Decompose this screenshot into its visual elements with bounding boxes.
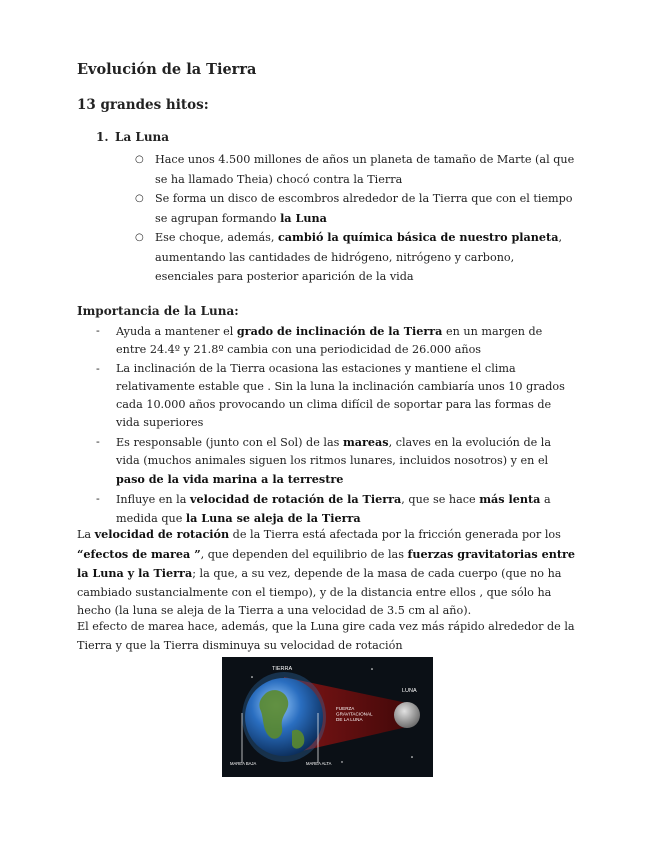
label-force: FUERZA GRAVITACIONAL DE LA LUNA (336, 706, 373, 722)
paragraph-rotation: La velocidad de rotación de la Tierra está afectada por la fricción generada por los “efectos de marea ”, que dependen del equilibrio de las fuerzas gravitatorias entre la Luna y la Tierra; la que, a su vez, depende de la masa de cada cuerpo (que no ha cambiado sustancialmente con el tiempo), y de la distancia entre ellos , que sólo ha hecho (la luna se aleja de la Tierra a una velocidad de 3.5 cm al año). (77, 527, 576, 618)
dash-bullet: - (96, 434, 100, 448)
list-item: ○ Se forma un disco de escombros alrededor de la Tierra que con el tiempo se agrupan formando la Luna (135, 189, 575, 228)
importance-list (96, 322, 566, 528)
numbered-item-la-luna (96, 130, 169, 144)
earth-moon-tide-image (222, 657, 433, 777)
document-title: Evolución de la Tierra (77, 61, 257, 78)
circle-bullet-icon: ○ (135, 154, 144, 165)
moon-icon (394, 702, 420, 728)
dash-bullet: - (96, 324, 100, 337)
circle-bullet-icon: ○ (135, 232, 144, 243)
paragraph-tidal-effect: El efecto de marea hace, además, que la Luna gire cada vez más rápido alrededor de la Tierra y que la Tierra disminuya su velocidad de rotación (77, 620, 575, 652)
label-earth: TIERRA (272, 666, 293, 672)
importance-heading: Importancia de la Luna: (77, 304, 239, 318)
numbered-item-label: La Luna (115, 130, 170, 144)
list-item: ○ Ese choque, además, cambió la química básica de nuestro planeta, aumentando las cantidades de hidrógeno, nitrógeno y carbono, esenciales para posterior aparición de la vida (135, 230, 563, 283)
label-low-tide: MAREA BAJA (230, 761, 257, 766)
list-item: - Ayuda a mantener el grado de inclinación de la Tierra en un margen de entre 24.4º y 21.8º cambia con una periodicidad de 26.000 años (96, 324, 543, 357)
list-number: 1. (96, 130, 109, 144)
label-high-tide: MAREA ALTA (306, 761, 332, 766)
earth-moon-illustration (222, 657, 433, 777)
document-subtitle: 13 grandes hitos: (77, 97, 209, 113)
dash-bullet: - (96, 491, 100, 505)
label-moon: LUNA (402, 688, 417, 694)
moon-facts-list (135, 150, 575, 287)
list-item: - Es responsable (junto con el Sol) de las mareas, claves en la evolución de la vida (muchos animales siguen los ritmos lunares, incluidos nosotros) y en el paso de la vida marina a la terrestre (96, 434, 552, 487)
list-item: ○ Hace unos 4.500 millones de años un planeta de tamaño de Marte (al que se ha llamado Theia) chocó contra la Tierra (135, 150, 575, 189)
list-item: - La inclinación de la Tierra ocasiona las estaciones y mantiene el clima relativamente estable que . Sin la luna la inclinación cambiaría unos 10 grados cada 10.000 años provocando un clima difícil de soportar para las formas de vida superiores (96, 361, 565, 430)
circle-bullet-icon: ○ (135, 193, 144, 204)
list-item: - Influye en la velocidad de rotación de la Tierra, que se hace más lenta a medida que la Luna se aleja de la Tierra (96, 491, 551, 525)
dash-bullet: - (96, 361, 100, 375)
earth-icon (245, 678, 323, 756)
